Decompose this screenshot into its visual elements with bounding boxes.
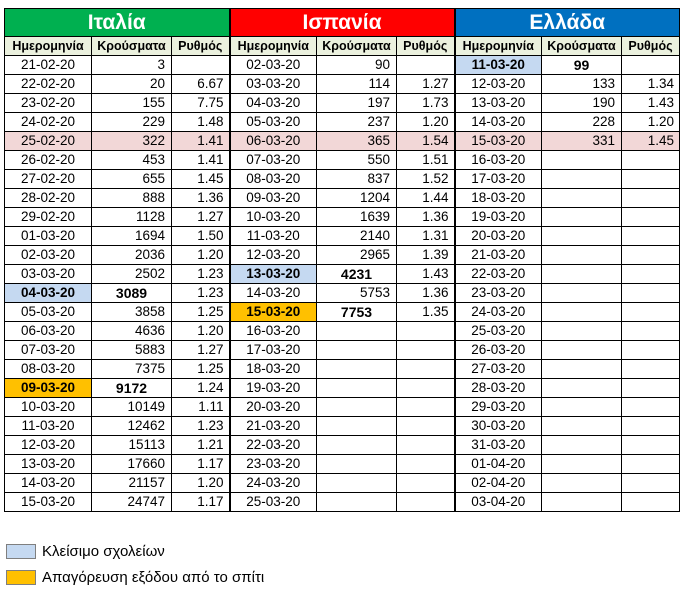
- cell-date: 11-03-20: [5, 417, 92, 436]
- col-header-date: Ημερομηνία: [455, 37, 542, 56]
- cell-rate: [622, 360, 680, 379]
- cell-rate: [397, 455, 455, 474]
- cell-rate: [397, 341, 455, 360]
- cell-rate: 1.27: [397, 75, 455, 94]
- cell-rate: 1.25: [172, 303, 230, 322]
- table-row: [5, 56, 680, 75]
- cell-date: 25-02-20: [5, 132, 92, 151]
- cell-cases: 10149: [92, 398, 172, 417]
- table-row: [5, 132, 680, 151]
- cell-rate: 1.54: [397, 132, 455, 151]
- cell-rate: 7.75: [172, 94, 230, 113]
- cell-rate: [622, 265, 680, 284]
- cell-date: 12-03-20: [455, 75, 542, 94]
- cell-date: 13-03-20: [455, 94, 542, 113]
- cell-rate: [622, 417, 680, 436]
- covid-cases-table: [4, 8, 680, 512]
- cell-rate: [397, 417, 455, 436]
- cell-rate: 1.20: [172, 246, 230, 265]
- cell-date: 27-03-20: [455, 360, 542, 379]
- cell-date: 15-03-20: [230, 303, 317, 322]
- table-row: [5, 246, 680, 265]
- cell-rate: 1.36: [172, 189, 230, 208]
- cell-date: 27-02-20: [5, 170, 92, 189]
- cell-date: 08-03-20: [230, 170, 317, 189]
- cell-date: 10-03-20: [5, 398, 92, 417]
- cell-date: 02-04-20: [455, 474, 542, 493]
- cell-date: 01-04-20: [455, 455, 542, 474]
- cell-cases: [542, 246, 622, 265]
- cell-date: 11-03-20: [230, 227, 317, 246]
- cell-date: 20-03-20: [455, 227, 542, 246]
- cell-date: 02-03-20: [230, 56, 317, 75]
- cell-rate: 1.41: [172, 151, 230, 170]
- cell-rate: [622, 436, 680, 455]
- cell-cases: [317, 455, 397, 474]
- legend-label-school: Κλείσιμο σχολείων: [42, 542, 165, 560]
- table-row: [5, 227, 680, 246]
- cell-cases: [542, 227, 622, 246]
- table-row: [5, 474, 680, 493]
- legend-label-lockdown: Απαγόρευση εξόδου από το σπίτι: [42, 568, 265, 586]
- cell-cases: 197: [317, 94, 397, 113]
- cell-rate: 1.23: [172, 417, 230, 436]
- cell-date: 05-03-20: [5, 303, 92, 322]
- cell-date: 12-03-20: [230, 246, 317, 265]
- cell-cases: 7375: [92, 360, 172, 379]
- cell-rate: 1.17: [172, 493, 230, 512]
- cell-cases: 12462: [92, 417, 172, 436]
- cell-cases: 2036: [92, 246, 172, 265]
- cell-date: 16-03-20: [230, 322, 317, 341]
- col-header-date: Ημερομηνία: [230, 37, 317, 56]
- cell-rate: 1.41: [172, 132, 230, 151]
- cell-date: 31-03-20: [455, 436, 542, 455]
- table-row: [5, 398, 680, 417]
- cell-cases: 3: [92, 56, 172, 75]
- cell-rate: [622, 56, 680, 75]
- cell-rate: [622, 398, 680, 417]
- cell-rate: [397, 379, 455, 398]
- cell-date: 25-03-20: [230, 493, 317, 512]
- cell-date: 28-03-20: [455, 379, 542, 398]
- legend-item-school-closure: [6, 540, 264, 562]
- cell-cases: 228: [542, 113, 622, 132]
- cell-rate: 6.67: [172, 75, 230, 94]
- cell-date: 16-03-20: [455, 151, 542, 170]
- cell-rate: 1.17: [172, 455, 230, 474]
- cell-rate: [622, 151, 680, 170]
- cell-cases: [542, 170, 622, 189]
- cell-date: 28-02-20: [5, 189, 92, 208]
- cell-cases: 20: [92, 75, 172, 94]
- cell-rate: 1.25: [172, 360, 230, 379]
- cell-cases: [317, 474, 397, 493]
- cell-date: 17-03-20: [230, 341, 317, 360]
- cell-date: 29-03-20: [455, 398, 542, 417]
- cell-rate: 1.36: [397, 208, 455, 227]
- cell-cases: 4231: [317, 265, 397, 284]
- cell-rate: [397, 493, 455, 512]
- table-row: [5, 379, 680, 398]
- cell-rate: [397, 436, 455, 455]
- cell-cases: 90: [317, 56, 397, 75]
- cell-cases: [317, 379, 397, 398]
- cell-rate: [397, 474, 455, 493]
- cell-rate: [622, 170, 680, 189]
- cell-cases: 21157: [92, 474, 172, 493]
- cell-cases: 237: [317, 113, 397, 132]
- cell-rate: 1.52: [397, 170, 455, 189]
- cell-cases: 9172: [92, 379, 172, 398]
- cell-cases: 15113: [92, 436, 172, 455]
- cell-rate: [622, 208, 680, 227]
- table-row: [5, 341, 680, 360]
- cell-date: 22-03-20: [230, 436, 317, 455]
- cell-date: 24-03-20: [455, 303, 542, 322]
- cell-cases: [317, 360, 397, 379]
- col-header-date: Ημερομηνία: [5, 37, 92, 56]
- table-row: [5, 151, 680, 170]
- cell-date: 15-03-20: [455, 132, 542, 151]
- cell-rate: 1.20: [397, 113, 455, 132]
- cell-cases: 2502: [92, 265, 172, 284]
- cell-cases: 114: [317, 75, 397, 94]
- cell-rate: 1.35: [397, 303, 455, 322]
- cell-date: 22-02-20: [5, 75, 92, 94]
- table-row: [5, 265, 680, 284]
- cell-cases: 5753: [317, 284, 397, 303]
- table-row: [5, 493, 680, 512]
- cell-cases: 837: [317, 170, 397, 189]
- legend-item-lockdown: [6, 566, 264, 588]
- cell-cases: [542, 284, 622, 303]
- cell-cases: 888: [92, 189, 172, 208]
- cell-date: 22-03-20: [455, 265, 542, 284]
- cell-date: 17-03-20: [455, 170, 542, 189]
- cell-date: 05-03-20: [230, 113, 317, 132]
- col-header-cases: Κρούσματα: [542, 37, 622, 56]
- table-row: [5, 436, 680, 455]
- cell-cases: 2140: [317, 227, 397, 246]
- cell-cases: 3858: [92, 303, 172, 322]
- col-header-rate: Ρυθμός: [397, 37, 455, 56]
- table-row: [5, 189, 680, 208]
- cell-cases: [317, 417, 397, 436]
- cell-cases: 655: [92, 170, 172, 189]
- cell-date: 06-03-20: [5, 322, 92, 341]
- cell-rate: 1.50: [172, 227, 230, 246]
- cell-rate: [397, 360, 455, 379]
- col-header-rate: Ρυθμός: [172, 37, 230, 56]
- cell-rate: 1.31: [397, 227, 455, 246]
- cell-date: 19-03-20: [230, 379, 317, 398]
- cell-date: 11-03-20: [455, 56, 542, 75]
- cell-cases: [542, 208, 622, 227]
- cell-rate: 1.51: [397, 151, 455, 170]
- col-header-cases: Κρούσματα: [92, 37, 172, 56]
- cell-date: 09-03-20: [5, 379, 92, 398]
- cell-date: 19-03-20: [455, 208, 542, 227]
- cell-cases: [317, 322, 397, 341]
- cell-date: 21-03-20: [230, 417, 317, 436]
- cell-cases: [542, 189, 622, 208]
- cell-rate: 1.23: [172, 265, 230, 284]
- cell-date: 04-03-20: [230, 94, 317, 113]
- cell-cases: 7753: [317, 303, 397, 322]
- cell-rate: 1.23: [172, 284, 230, 303]
- cell-cases: [542, 360, 622, 379]
- table-row: [5, 360, 680, 379]
- cell-date: 07-03-20: [230, 151, 317, 170]
- cell-cases: 322: [92, 132, 172, 151]
- cell-cases: [542, 417, 622, 436]
- cell-cases: 155: [92, 94, 172, 113]
- cell-rate: 1.73: [397, 94, 455, 113]
- cell-cases: 1694: [92, 227, 172, 246]
- cell-rate: 1.44: [397, 189, 455, 208]
- country-header-spain: Ισπανία: [230, 9, 455, 37]
- cell-date: 21-02-20: [5, 56, 92, 75]
- cell-cases: 4636: [92, 322, 172, 341]
- cell-date: 12-03-20: [5, 436, 92, 455]
- cell-date: 03-04-20: [455, 493, 542, 512]
- cell-cases: [317, 436, 397, 455]
- cell-date: 23-03-20: [230, 455, 317, 474]
- cell-cases: 331: [542, 132, 622, 151]
- cell-cases: [542, 474, 622, 493]
- cell-cases: [542, 379, 622, 398]
- cell-rate: 1.24: [172, 379, 230, 398]
- cell-rate: [622, 322, 680, 341]
- cell-rate: 1.39: [397, 246, 455, 265]
- cell-cases: 99: [542, 56, 622, 75]
- cell-rate: 1.43: [622, 94, 680, 113]
- cell-date: 23-03-20: [455, 284, 542, 303]
- cell-rate: 1.43: [397, 265, 455, 284]
- cell-date: 26-02-20: [5, 151, 92, 170]
- cell-cases: 190: [542, 94, 622, 113]
- cell-date: 24-03-20: [230, 474, 317, 493]
- cell-cases: [542, 398, 622, 417]
- cell-rate: 1.27: [172, 208, 230, 227]
- cell-rate: [622, 284, 680, 303]
- cell-date: 09-03-20: [230, 189, 317, 208]
- country-header-greece: Ελλάδα: [455, 9, 680, 37]
- cell-date: 01-03-20: [5, 227, 92, 246]
- cell-cases: [542, 455, 622, 474]
- legend: [6, 540, 264, 592]
- cell-rate: [622, 455, 680, 474]
- cell-cases: [542, 341, 622, 360]
- cell-date: 15-03-20: [5, 493, 92, 512]
- legend-swatch-school: [6, 544, 36, 559]
- cell-cases: [542, 151, 622, 170]
- table-row: [5, 113, 680, 132]
- cell-rate: 1.20: [172, 474, 230, 493]
- table-row: [5, 417, 680, 436]
- table-row: [5, 170, 680, 189]
- cell-date: 23-02-20: [5, 94, 92, 113]
- cell-rate: [622, 227, 680, 246]
- cell-rate: [397, 56, 455, 75]
- cell-rate: 1.36: [397, 284, 455, 303]
- cell-rate: [622, 303, 680, 322]
- cell-date: 25-03-20: [455, 322, 542, 341]
- cell-rate: [622, 379, 680, 398]
- col-header-rate: Ρυθμός: [622, 37, 680, 56]
- cell-cases: 5883: [92, 341, 172, 360]
- cell-cases: 1639: [317, 208, 397, 227]
- cell-date: 03-03-20: [5, 265, 92, 284]
- table-row: [5, 322, 680, 341]
- cell-date: 06-03-20: [230, 132, 317, 151]
- cell-date: 03-03-20: [230, 75, 317, 94]
- cell-date: 08-03-20: [5, 360, 92, 379]
- cell-date: 07-03-20: [5, 341, 92, 360]
- cell-date: 13-03-20: [230, 265, 317, 284]
- cell-date: 18-03-20: [230, 360, 317, 379]
- cell-date: 30-03-20: [455, 417, 542, 436]
- cell-cases: 453: [92, 151, 172, 170]
- table-row: [5, 284, 680, 303]
- cell-date: 02-03-20: [5, 246, 92, 265]
- cell-rate: [622, 246, 680, 265]
- cell-cases: 2965: [317, 246, 397, 265]
- cell-date: 10-03-20: [230, 208, 317, 227]
- cell-cases: [542, 265, 622, 284]
- cell-date: 26-03-20: [455, 341, 542, 360]
- cell-rate: 1.20: [172, 322, 230, 341]
- cell-cases: 365: [317, 132, 397, 151]
- cell-rate: [622, 341, 680, 360]
- cell-cases: [542, 303, 622, 322]
- table-row: [5, 208, 680, 227]
- cell-rate: 1.27: [172, 341, 230, 360]
- cell-date: 21-03-20: [455, 246, 542, 265]
- cell-cases: 550: [317, 151, 397, 170]
- cell-rate: 1.45: [172, 170, 230, 189]
- table-body: [5, 56, 680, 512]
- col-header-cases: Κρούσματα: [317, 37, 397, 56]
- cell-rate: 1.11: [172, 398, 230, 417]
- cell-rate: 1.48: [172, 113, 230, 132]
- cell-cases: [542, 322, 622, 341]
- cell-cases: [542, 436, 622, 455]
- cell-cases: 24747: [92, 493, 172, 512]
- cell-date: 29-02-20: [5, 208, 92, 227]
- cell-date: 04-03-20: [5, 284, 92, 303]
- cell-rate: 1.45: [622, 132, 680, 151]
- table-row: [5, 94, 680, 113]
- cell-rate: 1.20: [622, 113, 680, 132]
- cell-date: 14-03-20: [230, 284, 317, 303]
- country-header-italy: Ιταλία: [5, 9, 230, 37]
- cell-rate: [622, 493, 680, 512]
- cell-cases: [317, 493, 397, 512]
- cell-rate: 1.21: [172, 436, 230, 455]
- cell-date: 14-03-20: [5, 474, 92, 493]
- cell-cases: [317, 398, 397, 417]
- cell-rate: 1.34: [622, 75, 680, 94]
- cell-cases: 17660: [92, 455, 172, 474]
- table-row: [5, 75, 680, 94]
- cell-cases: 229: [92, 113, 172, 132]
- cell-cases: 1204: [317, 189, 397, 208]
- cell-date: 13-03-20: [5, 455, 92, 474]
- cell-date: 20-03-20: [230, 398, 317, 417]
- cell-rate: [622, 189, 680, 208]
- table-row: [5, 455, 680, 474]
- cell-cases: 3089: [92, 284, 172, 303]
- cell-rate: [622, 474, 680, 493]
- legend-swatch-lockdown: [6, 570, 36, 585]
- cell-cases: [542, 493, 622, 512]
- cell-cases: [317, 341, 397, 360]
- cell-cases: 133: [542, 75, 622, 94]
- cell-rate: [397, 322, 455, 341]
- cell-rate: [172, 56, 230, 75]
- table-row: [5, 303, 680, 322]
- cell-cases: 1128: [92, 208, 172, 227]
- cell-date: 18-03-20: [455, 189, 542, 208]
- cell-date: 14-03-20: [455, 113, 542, 132]
- cell-rate: [397, 398, 455, 417]
- cell-date: 24-02-20: [5, 113, 92, 132]
